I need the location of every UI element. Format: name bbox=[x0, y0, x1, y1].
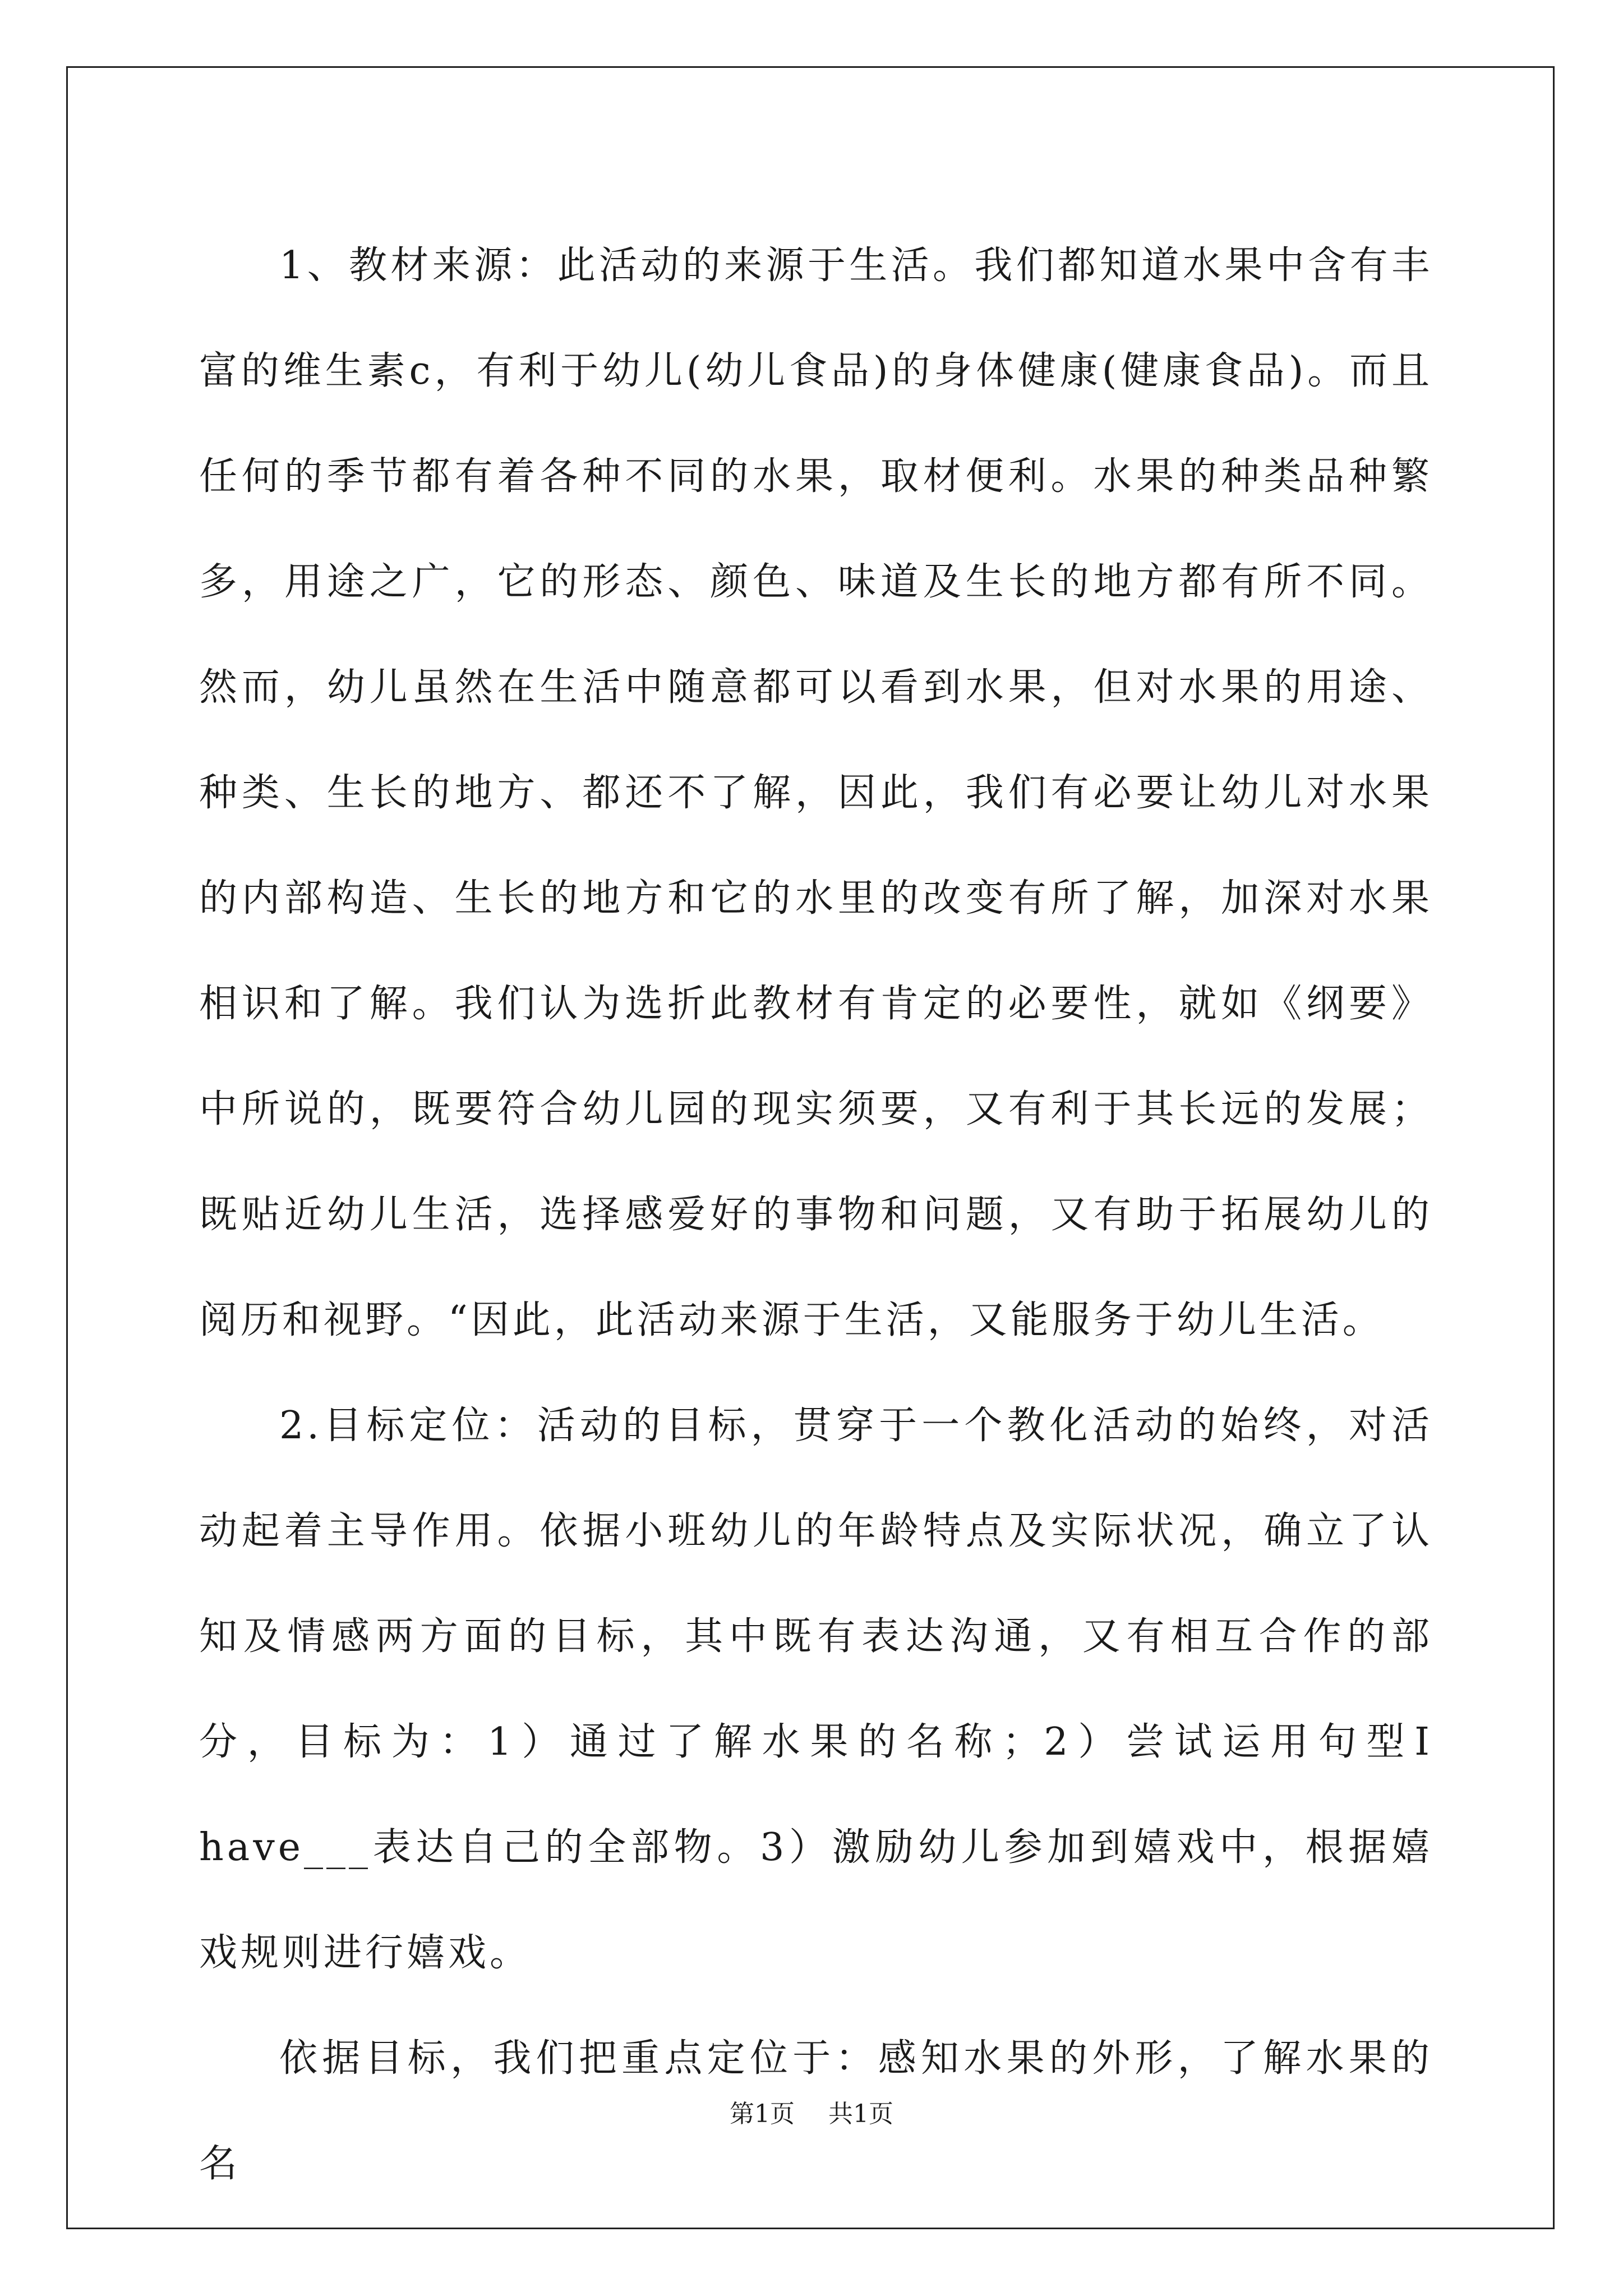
paragraph-teaching-material-source: 1、教材来源：此活动的来源于生活。我们都知道水果中含有丰富的维生素c，有利于幼儿(幼儿食品)的身体健康(健康食品)。而且任何的季节都有着各种不同的水果，取材便利。水果的种类品种繁多，用途之广，它的形态、颜色、味道及生长的地方都有所不同。然而，幼儿虽然在生活中随意都可以看到水果，但对水果的用途、种类、生长的地方、都还不了解，因此，我们有必要让幼儿对水果的内部构造、生长的地方和它的水里的改变有所了解，加深对水果相识和了解。我们认为选折此教材有肯定的必要性，就如《纲要》中所说的，既要符合幼儿园的现实须要，又有利于其长远的发展；既贴近幼儿生活，选择感爱好的事物和问题，又有助于拓展幼儿的阅历和视野。“因此，此活动来源于生活，又能服务于幼儿生活。 bbox=[199, 243, 1433, 1342]
paragraph-goal-positioning: 2.目标定位：活动的目标，贯穿于一个教化活动的始终，对活动起着主导作用。依据小班幼儿的年龄特点及实际状况，确立了认知及情感两方面的目标，其中既有表达沟通，又有相互合作的部分，目标为：1）通过了解水果的名称；2）尝试运用句型I have___表达自己的全部物。3）激励幼儿参加到嬉戏中，根据嬉戏规则进行嬉戏。 bbox=[199, 1404, 1433, 1975]
paragraph-key-points: 依据目标，我们把重点定位于：感知水果的外形，了解水果的名 bbox=[199, 2036, 1433, 2186]
document-body bbox=[199, 213, 1433, 2217]
page-footer bbox=[0, 2093, 1623, 2129]
page-total: 共1页 bbox=[828, 2100, 893, 2128]
page-number: 第1页 bbox=[730, 2100, 795, 2128]
